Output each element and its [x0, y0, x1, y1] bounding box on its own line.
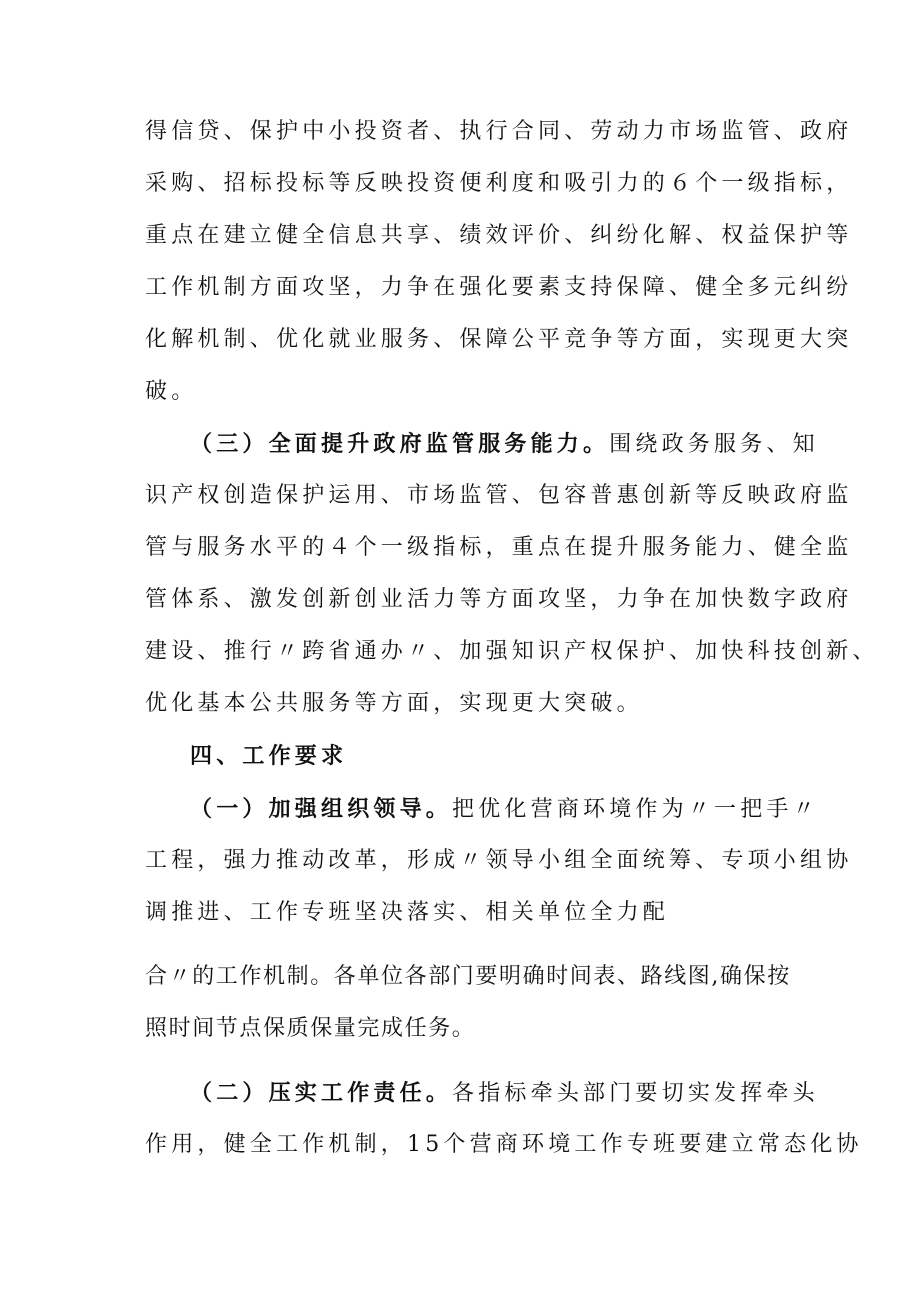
text-line: 识产权创造保护运用、市场监管、包容普惠创新等反映政府监 — [145, 483, 853, 508]
text-line: 得信贷、保护中小投资者、执行合同、劳动力市场监管、政府 — [145, 119, 853, 144]
section-heading: 四、工作要求 — [190, 743, 348, 769]
text-line: 工作机制方面攻坚，力争在强化要素支持保障、健全多元纠纷 — [145, 275, 853, 300]
text-line: 工程，强力推动改革，形成〃领导小组全面统筹、专项小组协 — [145, 848, 853, 873]
text-run: 围绕政务服务、知 — [609, 432, 819, 457]
paragraph-first-line — [190, 794, 819, 825]
text-line: 采购、招标投标等反映投资便利度和吸引力的６个一级指标， — [145, 171, 853, 196]
text-line: 照时间节点保质保量完成任务。 — [145, 1016, 476, 1041]
paragraph-first-line — [190, 1078, 819, 1109]
paragraph-heading: （一）加强组织领导。 — [190, 796, 453, 822]
paragraph-first-line — [190, 429, 819, 460]
text-line: 建设、推行〃跨省通办〃、加强知识产权保护、加快科技创新、 — [145, 639, 879, 664]
text-line: 重点在建立健全信息共享、绩效评价、纠纷化解、权益保护等 — [145, 223, 853, 248]
text-line: 管与服务水平的４个一级指标，重点在提升服务能力、健全监 — [145, 535, 853, 560]
text-line: 管体系、激发创新创业活力等方面攻坚，力争在加快数字政府 — [145, 587, 853, 612]
text-line: 化解机制、优化就业服务、保障公平竞争等方面，实现更大突 — [145, 327, 853, 352]
paragraph-heading: （三）全面提升政府监管服务能力。 — [190, 431, 610, 457]
text-line: 合〃的工作机制。各单位各部门要明确时间表、路线图,确保按 — [145, 964, 791, 989]
text-run: 各指标牵头部门要切实发挥牵头 — [452, 1081, 819, 1106]
paragraph-heading: （二）压实工作责任。 — [190, 1080, 453, 1106]
text-line: 调推进、工作专班坚决落实、相关单位全力配 — [145, 900, 670, 925]
text-line: 破。 — [145, 379, 198, 404]
text-run: 把优化营商环境作为〃一把手〃 — [452, 797, 819, 822]
text-line: 优化基本公共服务等方面，实现更大突破。 — [145, 691, 643, 716]
text-line: 作用，健全工作机制，15个营商环境工作专班要建立常态化协 — [145, 1132, 863, 1157]
